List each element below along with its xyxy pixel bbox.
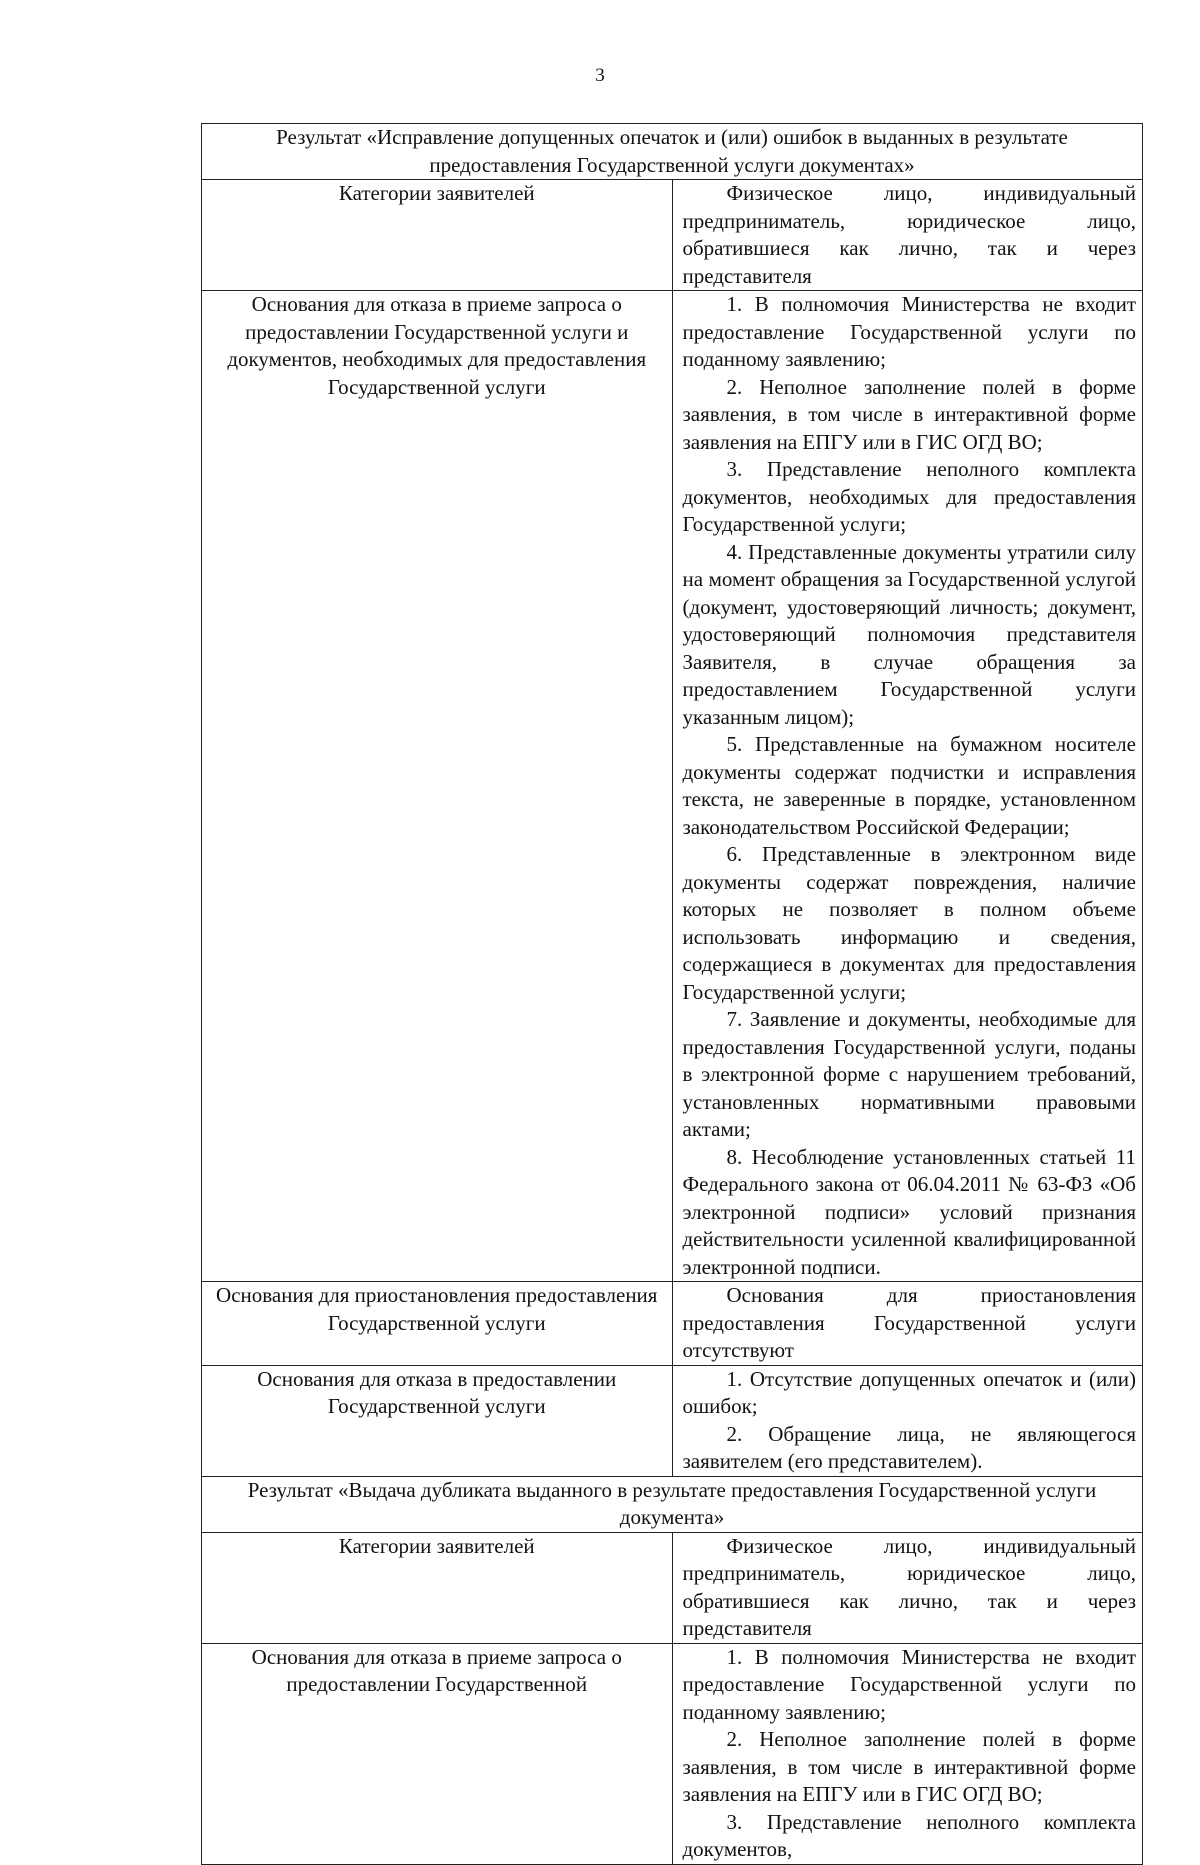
table-row (202, 180, 1143, 291)
paragraph: 7. Заявление и документы, необходимые для предоставления Государственной услуги, поданы в электронной форме с нарушением требований, установленных нормативными правовыми актами; (682, 1007, 1136, 1141)
page-number: 3 (595, 65, 605, 86)
paragraph: 4. Представленные документы утратили силу на момент обращения за Государственной услугой (документ, удостоверяющий личность; документ, удостоверяющий полномочия представителя Заявителя, в случае обращения за предоставлением Государственной услуги указанным лицом); (682, 539, 1136, 729)
table-row (202, 1532, 1143, 1643)
table-row (202, 1365, 1143, 1476)
paragraph: Физическое лицо, индивидуальный предприниматель, юридическое лицо, обратившиеся как лично, так и через представителя (682, 181, 1136, 288)
document-table (201, 123, 1143, 1865)
paragraph: 3. Представление неполного комплекта документов, необходимых для предоставления Государственной услуги; (682, 457, 1136, 536)
section-2-heading-row (202, 1476, 1143, 1532)
row-content (672, 180, 1143, 291)
section-1-heading-row (202, 124, 1143, 180)
row-label: Основания для отказа в приеме запроса о предоставлении Государственной услуги и документов, необходимых для предоставления Государственной услуги (202, 291, 673, 1282)
table-row (202, 1643, 1143, 1864)
paragraph: 1. В полномочия Министерства не входит предоставление Государственной услуги по поданному заявлению; (682, 1644, 1136, 1724)
section-1-heading: Результат «Исправление допущенных опечаток и (или) ошибок в выданных в результате предоставления Государственной услуги документах» (202, 124, 1143, 180)
paragraph: Основания для приостановления предоставления Государственной услуги отсутствуют (682, 1283, 1136, 1362)
row-content (672, 1532, 1143, 1643)
table-row (202, 291, 1143, 1282)
paragraph: 2. Неполное заполнение полей в форме заявления, в том числе в интерактивной форме заявления на ЕПГУ или в ГИС ОГД ВО; (682, 1727, 1136, 1806)
row-label: Основания для отказа в приеме запроса о предоставлении Государственной (202, 1643, 673, 1864)
section-2-heading: Результат «Выдача дубликата выданного в результате предоставления Государственной услуги документа» (202, 1476, 1143, 1532)
paragraph: 8. Несоблюдение установленных статьей 11 Федерального закона от 06.04.2011 № 63-ФЗ «Об электронной подписи» условий признания действительности усиленной квалифицированной электронной подписи. (682, 1144, 1136, 1279)
row-label: Категории заявителей (202, 1532, 673, 1643)
row-label: Основания для приостановления предоставления Государственной услуги (202, 1282, 673, 1366)
row-content (672, 291, 1143, 1282)
row-content (672, 1643, 1143, 1864)
paragraph: 1. В полномочия Министерства не входит предоставление Государственной услуги по поданному заявлению; (682, 292, 1136, 371)
row-content (672, 1282, 1143, 1366)
row-label: Основания для отказа в предоставлении Государственной услуги (202, 1365, 673, 1476)
row-label: Категории заявителей (202, 180, 673, 291)
paragraph: 2. Обращение лица, не являющегося заявителем (его представителем). (682, 1421, 1136, 1473)
paragraph: 6. Представленные в электронном виде документы содержат повреждения, наличие которых не позволяет в полном объеме использовать информацию и сведения, содержащиеся в документах для предоставления Государственной услуги; (682, 842, 1136, 1004)
paragraph: 5. Представленные на бумажном носителе документы содержат подчистки и исправления текста, не заверенные в порядке, установленном законодательством Российской Федерации; (682, 732, 1136, 839)
paragraph: 2. Неполное заполнение полей в форме заявления, в том числе в интерактивной форме заявления на ЕПГУ или в ГИС ОГД ВО; (682, 374, 1136, 454)
paragraph: Физическое лицо, индивидуальный предприниматель, юридическое лицо, обратившиеся как лично, так и через представителя (682, 1533, 1136, 1640)
paragraph: 3. Представление неполного комплекта документов, (682, 1809, 1136, 1861)
row-content (672, 1365, 1143, 1476)
table-row (202, 1282, 1143, 1366)
paragraph: 1. Отсутствие допущенных опечаток и (или) ошибок; (682, 1366, 1136, 1418)
